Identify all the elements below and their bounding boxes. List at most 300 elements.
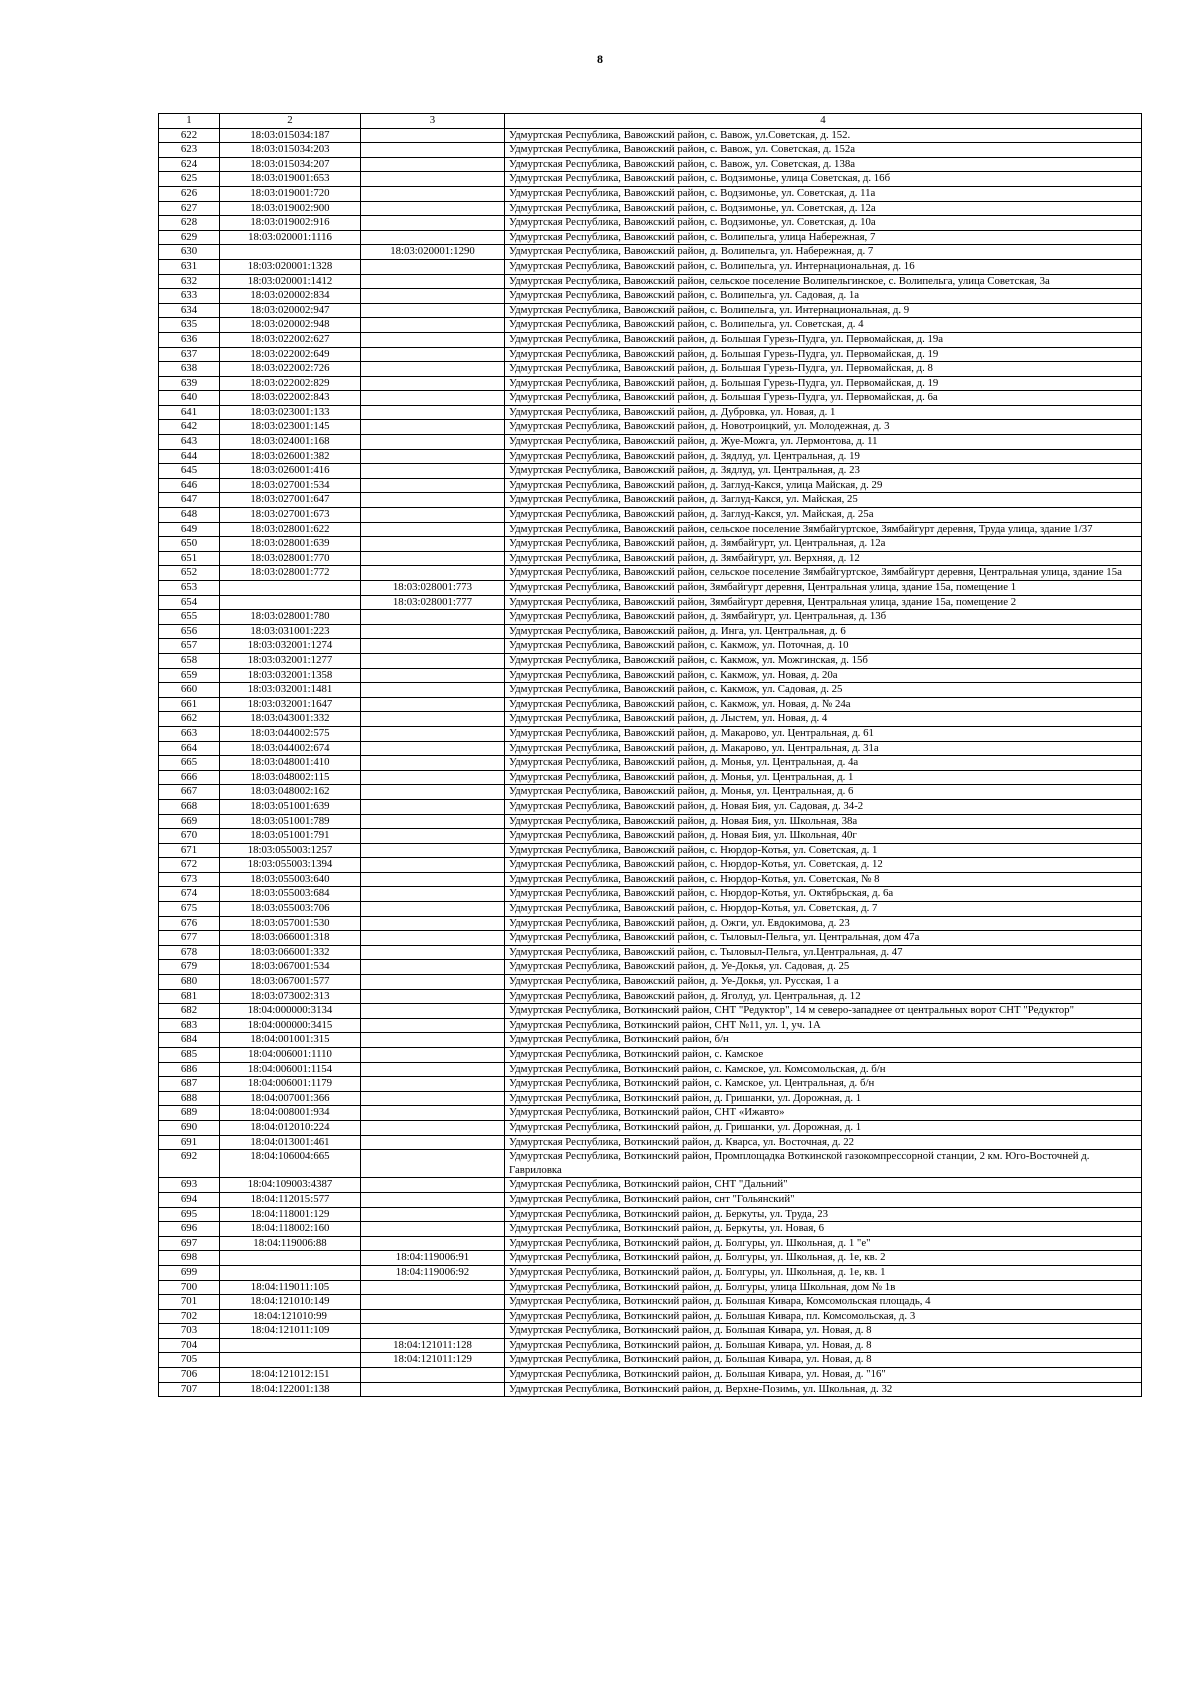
cadastral-number-related (361, 391, 505, 406)
table-row (159, 1368, 1142, 1383)
address: Удмуртская Республика, Воткинский район, с. Камское (505, 1048, 1142, 1063)
row-number: 704 (159, 1338, 220, 1353)
address: Удмуртская Республика, Воткинский район, д. Беркуты, ул. Труда, 23 (505, 1207, 1142, 1222)
cadastral-number: 18:03:044002:674 (220, 741, 361, 756)
cadastral-number: 18:03:031001:223 (220, 624, 361, 639)
address: Удмуртская Республика, Вавожский район, с. Волипельга, ул. Садовая, д. 1а (505, 289, 1142, 304)
row-number: 623 (159, 143, 220, 158)
cadastral-number-related (361, 566, 505, 581)
address: Удмуртская Республика, Вавожский район, с. Какмож, ул. Новая, д. № 24а (505, 697, 1142, 712)
cadastral-number: 18:04:121011:109 (220, 1324, 361, 1339)
table-row (159, 1236, 1142, 1251)
table-row (159, 201, 1142, 216)
table-row (159, 1353, 1142, 1368)
table-row (159, 1077, 1142, 1092)
column-header-3: 3 (361, 114, 505, 129)
address: Удмуртская Республика, Вавожский район, с. Нюрдор-Котья, ул. Советская, д. 7 (505, 902, 1142, 917)
row-number: 625 (159, 172, 220, 187)
address: Удмуртская Республика, Вавожский район, д. Заглуд-Какся, улица Майская, д. 29 (505, 478, 1142, 493)
cadastral-number: 18:03:019001:653 (220, 172, 361, 187)
table-row (159, 814, 1142, 829)
cadastral-number: 18:03:066001:332 (220, 945, 361, 960)
row-number: 698 (159, 1251, 220, 1266)
cadastral-number-related (361, 464, 505, 479)
cadastral-number (220, 245, 361, 260)
table-row (159, 362, 1142, 377)
row-number: 661 (159, 697, 220, 712)
cadastral-number-related: 18:03:020001:1290 (361, 245, 505, 260)
table-row (159, 522, 1142, 537)
table-row (159, 1033, 1142, 1048)
address: Удмуртская Республика, Вавожский район, д. Макарово, ул. Центральная, д. 61 (505, 726, 1142, 741)
address: Удмуртская Республика, Вавожский район, с. Нюрдор-Котья, ул. Советская, № 8 (505, 872, 1142, 887)
cadastral-number-related (361, 624, 505, 639)
cadastral-number: 18:04:000000:3415 (220, 1018, 361, 1033)
row-number: 670 (159, 829, 220, 844)
address: Удмуртская Республика, Воткинский район, снт "Гольянский" (505, 1192, 1142, 1207)
cadastral-number-related (361, 1178, 505, 1193)
row-number: 687 (159, 1077, 220, 1092)
cadastral-number-related (361, 1062, 505, 1077)
cadastral-number: 18:04:001001:315 (220, 1033, 361, 1048)
row-number: 631 (159, 259, 220, 274)
cadastral-number: 18:04:000000:3134 (220, 1004, 361, 1019)
row-number: 657 (159, 639, 220, 654)
row-number: 651 (159, 551, 220, 566)
address: Удмуртская Республика, Вавожский район, сельское поселение Волипельгинское, с. Волипельга, улица Советская, 3а (505, 274, 1142, 289)
address: Удмуртская Республика, Вавожский район, сельское поселение Зямбайгуртское, Зямбайгурт деревня, Труда улица, здание 1/37 (505, 522, 1142, 537)
address: Удмуртская Республика, Воткинский район, СНТ №11, ул. 1, уч. 1А (505, 1018, 1142, 1033)
table-row (159, 376, 1142, 391)
row-number: 694 (159, 1192, 220, 1207)
row-number: 678 (159, 945, 220, 960)
row-number: 673 (159, 872, 220, 887)
cadastral-number-related (361, 887, 505, 902)
address: Удмуртская Республика, Вавожский район, д. Зядлуд, ул. Центральная, д. 23 (505, 464, 1142, 479)
cadastral-number: 18:03:020001:1116 (220, 230, 361, 245)
table-row (159, 799, 1142, 814)
address: Удмуртская Республика, Воткинский район, СНТ "Дальний" (505, 1178, 1142, 1193)
cadastral-number: 18:03:032001:1647 (220, 697, 361, 712)
cadastral-number-related (361, 289, 505, 304)
cadastral-number-related (361, 683, 505, 698)
cadastral-number-related: 18:03:028001:773 (361, 581, 505, 596)
table-row (159, 668, 1142, 683)
row-number: 665 (159, 756, 220, 771)
cadastral-number-related: 18:03:028001:777 (361, 595, 505, 610)
cadastral-number-related (361, 1120, 505, 1135)
cadastral-number-related (361, 1048, 505, 1063)
row-number: 658 (159, 653, 220, 668)
cadastral-number: 18:03:055003:1257 (220, 843, 361, 858)
table-row (159, 902, 1142, 917)
row-number: 671 (159, 843, 220, 858)
row-number: 677 (159, 931, 220, 946)
row-number: 630 (159, 245, 220, 260)
table-row (159, 683, 1142, 698)
address: Удмуртская Республика, Вавожский район, д. Макарово, ул. Центральная, д. 31а (505, 741, 1142, 756)
cadastral-number-related (361, 1382, 505, 1397)
table-row (159, 1280, 1142, 1295)
table-row (159, 332, 1142, 347)
cadastral-number-related (361, 143, 505, 158)
address: Удмуртская Республика, Вавожский район, д. Зямбайгурт, ул. Центральная, д. 13б (505, 610, 1142, 625)
registry-table (158, 113, 1142, 1397)
cadastral-number-related (361, 522, 505, 537)
row-number: 641 (159, 405, 220, 420)
address: Удмуртская Республика, Воткинский район, д. Большая Кивара, ул. Новая, д. 8 (505, 1353, 1142, 1368)
cadastral-number: 18:03:024001:168 (220, 435, 361, 450)
cadastral-number-related (361, 770, 505, 785)
address: Удмуртская Республика, Вавожский район, Зямбайгурт деревня, Центральная улица, здание 15а, помещение 2 (505, 595, 1142, 610)
cadastral-number-related (361, 449, 505, 464)
address: Удмуртская Республика, Вавожский район, с. Вавож, ул.Советская, д. 152. (505, 128, 1142, 143)
cadastral-number-related (361, 814, 505, 829)
row-number: 632 (159, 274, 220, 289)
address: Удмуртская Республика, Вавожский район, д. Волипельга, ул. Набережная, д. 7 (505, 245, 1142, 260)
cadastral-number: 18:03:032001:1274 (220, 639, 361, 654)
cadastral-number: 18:03:032001:1277 (220, 653, 361, 668)
row-number: 650 (159, 537, 220, 552)
row-number: 652 (159, 566, 220, 581)
row-number: 659 (159, 668, 220, 683)
table-row (159, 1265, 1142, 1280)
cadastral-number-related (361, 172, 505, 187)
row-number: 679 (159, 960, 220, 975)
cadastral-number-related (361, 216, 505, 231)
cadastral-number: 18:03:051001:639 (220, 799, 361, 814)
address: Удмуртская Республика, Вавожский район, д. Большая Гурезь-Пудга, ул. Первомайская, д. 6а (505, 391, 1142, 406)
cadastral-number-related (361, 945, 505, 960)
table-row (159, 1192, 1142, 1207)
table-row (159, 945, 1142, 960)
cadastral-number-related (361, 1222, 505, 1237)
address: Удмуртская Республика, Вавожский район, с. Нюрдор-Котья, ул. Советская, д. 1 (505, 843, 1142, 858)
row-number: 644 (159, 449, 220, 464)
cadastral-number: 18:03:022002:829 (220, 376, 361, 391)
row-number: 624 (159, 157, 220, 172)
address: Удмуртская Республика, Воткинский район, Промплощадка Воткинской газокомпрессорной станции, 2 км. Юго-Восточней д. Гавриловка (505, 1150, 1142, 1178)
row-number: 685 (159, 1048, 220, 1063)
address: Удмуртская Республика, Вавожский район, д. Уе-Докья, ул. Садовая, д. 25 (505, 960, 1142, 975)
table-row (159, 829, 1142, 844)
address: Удмуртская Республика, Вавожский район, с. Волипельга, ул. Интернациональная, д. 9 (505, 303, 1142, 318)
column-header-1: 1 (159, 114, 220, 129)
cadastral-number: 18:03:032001:1481 (220, 683, 361, 698)
cadastral-number: 18:03:048001:410 (220, 756, 361, 771)
cadastral-number-related (361, 858, 505, 873)
cadastral-number: 18:03:051001:789 (220, 814, 361, 829)
cadastral-number-related (361, 274, 505, 289)
table-row (159, 1309, 1142, 1324)
cadastral-number: 18:04:112015:577 (220, 1192, 361, 1207)
cadastral-number: 18:03:055003:706 (220, 902, 361, 917)
address: Удмуртская Республика, Вавожский район, с. Вавож, ул. Советская, д. 152а (505, 143, 1142, 158)
cadastral-number: 18:04:122001:138 (220, 1382, 361, 1397)
cadastral-number: 18:03:067001:534 (220, 960, 361, 975)
row-number: 683 (159, 1018, 220, 1033)
address: Удмуртская Республика, Воткинский район, д. Большая Кивара, ул. Новая, д. "16" (505, 1368, 1142, 1383)
table-row (159, 449, 1142, 464)
column-header-2: 2 (220, 114, 361, 129)
cadastral-number-related (361, 551, 505, 566)
table-row (159, 639, 1142, 654)
table-row (159, 1382, 1142, 1397)
table-row (159, 975, 1142, 990)
address: Удмуртская Республика, Воткинский район, СНТ "Редуктор", 14 м северо-западнее от центральных ворот СНТ "Редуктор" (505, 1004, 1142, 1019)
cadastral-number-related (361, 1280, 505, 1295)
row-number: 695 (159, 1207, 220, 1222)
row-number: 636 (159, 332, 220, 347)
address: Удмуртская Республика, Вавожский район, Зямбайгурт деревня, Центральная улица, здание 15а, помещение 1 (505, 581, 1142, 596)
row-number: 699 (159, 1265, 220, 1280)
cadastral-number-related (361, 1309, 505, 1324)
table-row (159, 1106, 1142, 1121)
address: Удмуртская Республика, Воткинский район, д. Верхне-Позимь, ул. Школьная, д. 32 (505, 1382, 1142, 1397)
row-number: 696 (159, 1222, 220, 1237)
row-number: 642 (159, 420, 220, 435)
address: Удмуртская Республика, Воткинский район, д. Кварса, ул. Восточная, д. 22 (505, 1135, 1142, 1150)
address: Удмуртская Республика, Вавожский район, д. Новая Бия, ул. Школьная, 40г (505, 829, 1142, 844)
row-number: 701 (159, 1295, 220, 1310)
table-row (159, 230, 1142, 245)
cadastral-number-related (361, 230, 505, 245)
cadastral-number (220, 595, 361, 610)
cadastral-number-related: 18:04:119006:92 (361, 1265, 505, 1280)
row-number: 643 (159, 435, 220, 450)
address: Удмуртская Республика, Вавожский район, д. Новая Бия, ул. Садовая, д. 34-2 (505, 799, 1142, 814)
cadastral-number: 18:03:028001:639 (220, 537, 361, 552)
cadastral-number-related (361, 829, 505, 844)
cadastral-number-related (361, 1091, 505, 1106)
cadastral-number (220, 1265, 361, 1280)
table-row (159, 653, 1142, 668)
table-row (159, 610, 1142, 625)
cadastral-number: 18:03:043001:332 (220, 712, 361, 727)
cadastral-number-related (361, 493, 505, 508)
cadastral-number: 18:03:026001:416 (220, 464, 361, 479)
address: Удмуртская Республика, Воткинский район, д. Болгуры, ул. Школьная, д. 1е, кв. 1 (505, 1265, 1142, 1280)
row-number: 706 (159, 1368, 220, 1383)
row-number: 638 (159, 362, 220, 377)
row-number: 626 (159, 186, 220, 201)
address: Удмуртская Республика, Воткинский район, д. Большая Кивара, ул. Новая, д. 8 (505, 1338, 1142, 1353)
cadastral-number: 18:03:022002:726 (220, 362, 361, 377)
cadastral-number: 18:03:055003:640 (220, 872, 361, 887)
table-row (159, 785, 1142, 800)
table-row (159, 1135, 1142, 1150)
table-header-row (159, 114, 1142, 129)
row-number: 675 (159, 902, 220, 917)
row-number: 702 (159, 1309, 220, 1324)
cadastral-number: 18:03:020001:1412 (220, 274, 361, 289)
cadastral-number (220, 1338, 361, 1353)
cadastral-number-related (361, 872, 505, 887)
cadastral-number-related (361, 318, 505, 333)
cadastral-number-related (361, 610, 505, 625)
table-row (159, 581, 1142, 596)
row-number: 697 (159, 1236, 220, 1251)
cadastral-number-related (361, 537, 505, 552)
row-number: 663 (159, 726, 220, 741)
table-row (159, 405, 1142, 420)
cadastral-number: 18:04:119006:88 (220, 1236, 361, 1251)
row-number: 674 (159, 887, 220, 902)
cadastral-number-related (361, 303, 505, 318)
address: Удмуртская Республика, Воткинский район, СНТ «Ижавто» (505, 1106, 1142, 1121)
row-number: 689 (159, 1106, 220, 1121)
cadastral-number-related (361, 741, 505, 756)
address: Удмуртская Республика, Вавожский район, д. Монья, ул. Центральная, д. 1 (505, 770, 1142, 785)
address: Удмуртская Республика, Вавожский район, д. Большая Гурезь-Пудга, ул. Первомайская, д. 19а (505, 332, 1142, 347)
cadastral-number: 18:03:023001:145 (220, 420, 361, 435)
row-number: 700 (159, 1280, 220, 1295)
cadastral-number-related (361, 1324, 505, 1339)
cadastral-number: 18:03:028001:622 (220, 522, 361, 537)
cadastral-number-related (361, 960, 505, 975)
table-row (159, 624, 1142, 639)
address: Удмуртская Республика, Вавожский район, д. Монья, ул. Центральная, д. 4а (505, 756, 1142, 771)
address: Удмуртская Республика, Вавожский район, д. Монья, ул. Центральная, д. 6 (505, 785, 1142, 800)
table-row (159, 391, 1142, 406)
table-row (159, 259, 1142, 274)
table-row (159, 551, 1142, 566)
cadastral-number-related (361, 347, 505, 362)
row-number: 629 (159, 230, 220, 245)
row-number: 635 (159, 318, 220, 333)
cadastral-number (220, 581, 361, 596)
row-number: 662 (159, 712, 220, 727)
table-row (159, 478, 1142, 493)
cadastral-number: 18:03:055003:684 (220, 887, 361, 902)
row-number: 666 (159, 770, 220, 785)
row-number: 681 (159, 989, 220, 1004)
table-row (159, 1091, 1142, 1106)
address: Удмуртская Республика, Воткинский район, с. Камское, ул. Центральная, д. б/н (505, 1077, 1142, 1092)
address: Удмуртская Республика, Вавожский район, д. Зямбайгурт, ул. Верхняя, д. 12 (505, 551, 1142, 566)
row-number: 634 (159, 303, 220, 318)
table-row (159, 566, 1142, 581)
cadastral-number-related (361, 726, 505, 741)
address: Удмуртская Республика, Вавожский район, д. Ожги, ул. Евдокимова, д. 23 (505, 916, 1142, 931)
row-number: 684 (159, 1033, 220, 1048)
address: Удмуртская Республика, Воткинский район, д. Болгуры, улица Школьная, дом № 1в (505, 1280, 1142, 1295)
table-body (159, 128, 1142, 1397)
row-number: 664 (159, 741, 220, 756)
address: Удмуртская Республика, Вавожский район, с. Какмож, ул. Новая, д. 20а (505, 668, 1142, 683)
cadastral-number-related (361, 931, 505, 946)
address: Удмуртская Республика, Вавожский район, д. Дубровка, ул. Новая, д. 1 (505, 405, 1142, 420)
address: Удмуртская Республика, Воткинский район, д. Беркуты, ул. Новая, 6 (505, 1222, 1142, 1237)
table-row (159, 537, 1142, 552)
cadastral-number-related (361, 1236, 505, 1251)
cadastral-number-related (361, 1368, 505, 1383)
cadastral-number-related (361, 420, 505, 435)
cadastral-number: 18:03:028001:772 (220, 566, 361, 581)
address: Удмуртская Республика, Вавожский район, д. Большая Гурезь-Пудга, ул. Первомайская, д. 19 (505, 376, 1142, 391)
table-row (159, 1062, 1142, 1077)
cadastral-number-related (361, 916, 505, 931)
table-row (159, 989, 1142, 1004)
cadastral-number: 18:04:121010:149 (220, 1295, 361, 1310)
row-number: 693 (159, 1178, 220, 1193)
address: Удмуртская Республика, Воткинский район, б/н (505, 1033, 1142, 1048)
table-row (159, 1338, 1142, 1353)
table-row (159, 464, 1142, 479)
table-row (159, 420, 1142, 435)
cadastral-number: 18:03:019002:900 (220, 201, 361, 216)
table-row (159, 1004, 1142, 1019)
page-number: 8 (597, 52, 603, 66)
table-row (159, 1207, 1142, 1222)
table-row (159, 916, 1142, 931)
address: Удмуртская Республика, Воткинский район, д. Большая Кивара, пл. Комсомольская, д. 3 (505, 1309, 1142, 1324)
cadastral-number: 18:03:019002:916 (220, 216, 361, 231)
cadastral-number: 18:04:106004:665 (220, 1150, 361, 1178)
cadastral-number-related: 18:04:121011:128 (361, 1338, 505, 1353)
cadastral-number-related (361, 1018, 505, 1033)
table-row (159, 128, 1142, 143)
cadastral-number: 18:03:015034:207 (220, 157, 361, 172)
cadastral-number-related (361, 756, 505, 771)
cadastral-number: 18:03:028001:770 (220, 551, 361, 566)
cadastral-number: 18:04:118002:160 (220, 1222, 361, 1237)
cadastral-number: 18:03:073002:313 (220, 989, 361, 1004)
cadastral-number-related (361, 259, 505, 274)
cadastral-number: 18:03:067001:577 (220, 975, 361, 990)
table-row (159, 1048, 1142, 1063)
address: Удмуртская Республика, Вавожский район, с. Вавож, ул. Советская, д. 138а (505, 157, 1142, 172)
address: Удмуртская Республика, Вавожский район, д. Большая Гурезь-Пудга, ул. Первомайская, д. 19 (505, 347, 1142, 362)
table-row (159, 931, 1142, 946)
row-number: 667 (159, 785, 220, 800)
cadastral-number: 18:04:008001:934 (220, 1106, 361, 1121)
address: Удмуртская Республика, Вавожский район, д. Зямбайгурт, ул. Центральная, д. 12а (505, 537, 1142, 552)
address: Удмуртская Республика, Воткинский район, д. Большая Кивара, ул. Новая, д. 8 (505, 1324, 1142, 1339)
table-row (159, 1324, 1142, 1339)
address: Удмуртская Республика, Вавожский район, д. Лыстем, ул. Новая, д. 4 (505, 712, 1142, 727)
cadastral-number: 18:03:022002:649 (220, 347, 361, 362)
table-row (159, 303, 1142, 318)
address: Удмуртская Республика, Вавожский район, с. Какмож, ул. Садовая, д. 25 (505, 683, 1142, 698)
cadastral-number-related (361, 1106, 505, 1121)
cadastral-number: 18:03:048002:162 (220, 785, 361, 800)
cadastral-number: 18:03:048002:115 (220, 770, 361, 785)
row-number: 622 (159, 128, 220, 143)
row-number: 633 (159, 289, 220, 304)
row-number: 668 (159, 799, 220, 814)
cadastral-number: 18:03:020002:948 (220, 318, 361, 333)
cadastral-number-related (361, 1150, 505, 1178)
row-number: 686 (159, 1062, 220, 1077)
table-row (159, 289, 1142, 304)
cadastral-number: 18:04:119011:105 (220, 1280, 361, 1295)
cadastral-number: 18:03:028001:780 (220, 610, 361, 625)
table-row (159, 1222, 1142, 1237)
table-row (159, 143, 1142, 158)
cadastral-number: 18:03:020001:1328 (220, 259, 361, 274)
cadastral-number: 18:04:109003:4387 (220, 1178, 361, 1193)
address: Удмуртская Республика, Вавожский район, д. Заглуд-Какся, ул. Майская, 25 (505, 493, 1142, 508)
address: Удмуртская Республика, Вавожский район, с. Какмож, ул. Поточная, д. 10 (505, 639, 1142, 654)
cadastral-number: 18:04:118001:129 (220, 1207, 361, 1222)
row-number: 654 (159, 595, 220, 610)
cadastral-number: 18:03:023001:133 (220, 405, 361, 420)
row-number: 639 (159, 376, 220, 391)
table-row (159, 1251, 1142, 1266)
cadastral-number-related (361, 435, 505, 450)
cadastral-number: 18:03:019001:720 (220, 186, 361, 201)
